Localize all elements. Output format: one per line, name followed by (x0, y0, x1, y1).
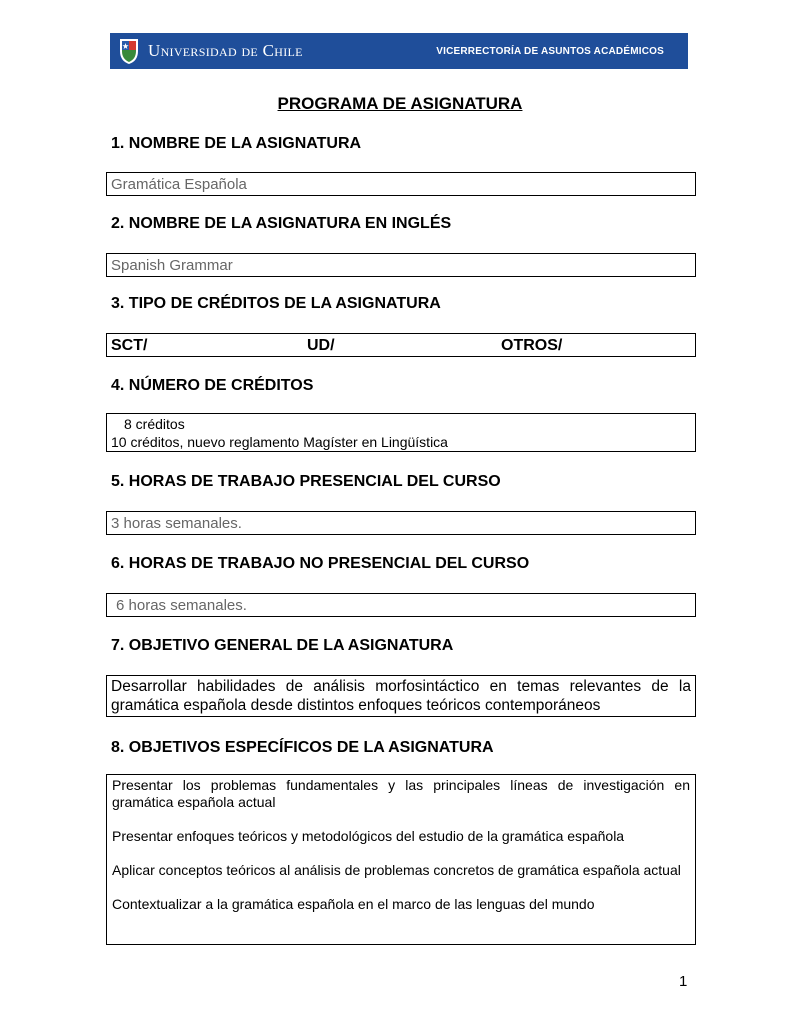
credit-type-row (111, 336, 691, 356)
specific-objective-item: Contextualizar a la gramática española en el marco de las lenguas del mundo (112, 896, 595, 912)
section-8-heading: 8. OBJETIVOS ESPECÍFICOS DE LA ASIGNATURA (111, 739, 494, 756)
credits-line-1: 8 créditos (124, 416, 185, 432)
section-1-heading: 1. NOMBRE DE LA ASIGNATURA (111, 135, 362, 152)
institution-header (110, 33, 688, 69)
general-objective-field: Desarrollar habilidades de análisis morfosintáctico en temas relevantes de la gramática española desde distintos enfoques teóricos contemporáneos (106, 675, 696, 717)
specific-objectives-field (106, 774, 696, 945)
specific-objective-item: Aplicar conceptos teóricos al análisis de problemas concretos de gramática española actual (112, 862, 681, 878)
specific-objective-item: Presentar enfoques teóricos y metodológicos del estudio de la gramática española (112, 828, 625, 844)
section-4-heading: 4. NÚMERO DE CRÉDITOS (111, 377, 314, 394)
section-3-heading: 3. TIPO DE CRÉDITOS DE LA ASIGNATURA (111, 295, 441, 312)
office-name: VICERRECTORÍA DE ASUNTOS ACADÉMICOS (436, 45, 664, 57)
university-name: Universidad de Chile (148, 41, 303, 60)
credits-line-2: 10 créditos, nuevo reglamento Magíster en Lingüística (111, 434, 448, 450)
course-name-english-field: Spanish Grammar (106, 253, 696, 277)
page-title: PROGRAMA DE ASIGNATURA (277, 94, 523, 113)
section-6-heading: 6. HORAS DE TRABAJO NO PRESENCIAL DEL CURSO (111, 555, 530, 572)
credit-type-sct: SCT/ (111, 337, 148, 354)
section-7-heading: 7. OBJETIVO GENERAL DE LA ASIGNATURA (111, 637, 454, 654)
presential-hours-field: 3 horas semanales. (106, 511, 696, 535)
credit-type-field (106, 333, 696, 357)
specific-objective-item: Presentar los problemas fundamentales y las principales líneas de investigación en gramática española actual (112, 777, 690, 810)
section-2-heading: 2. NOMBRE DE LA ASIGNATURA EN INGLÉS (111, 215, 452, 232)
credit-type-ud: UD/ (307, 337, 335, 354)
page-number: 1 (679, 973, 688, 990)
university-logo (118, 37, 303, 65)
credit-count-field (106, 413, 696, 452)
section-5-heading: 5. HORAS DE TRABAJO PRESENCIAL DEL CURSO (111, 473, 501, 490)
university-crest-icon (118, 37, 140, 65)
credit-type-otros: OTROS/ (501, 337, 563, 354)
non-presential-hours-field: 6 horas semanales. (106, 593, 696, 617)
course-name-field: Gramática Española (106, 172, 696, 196)
